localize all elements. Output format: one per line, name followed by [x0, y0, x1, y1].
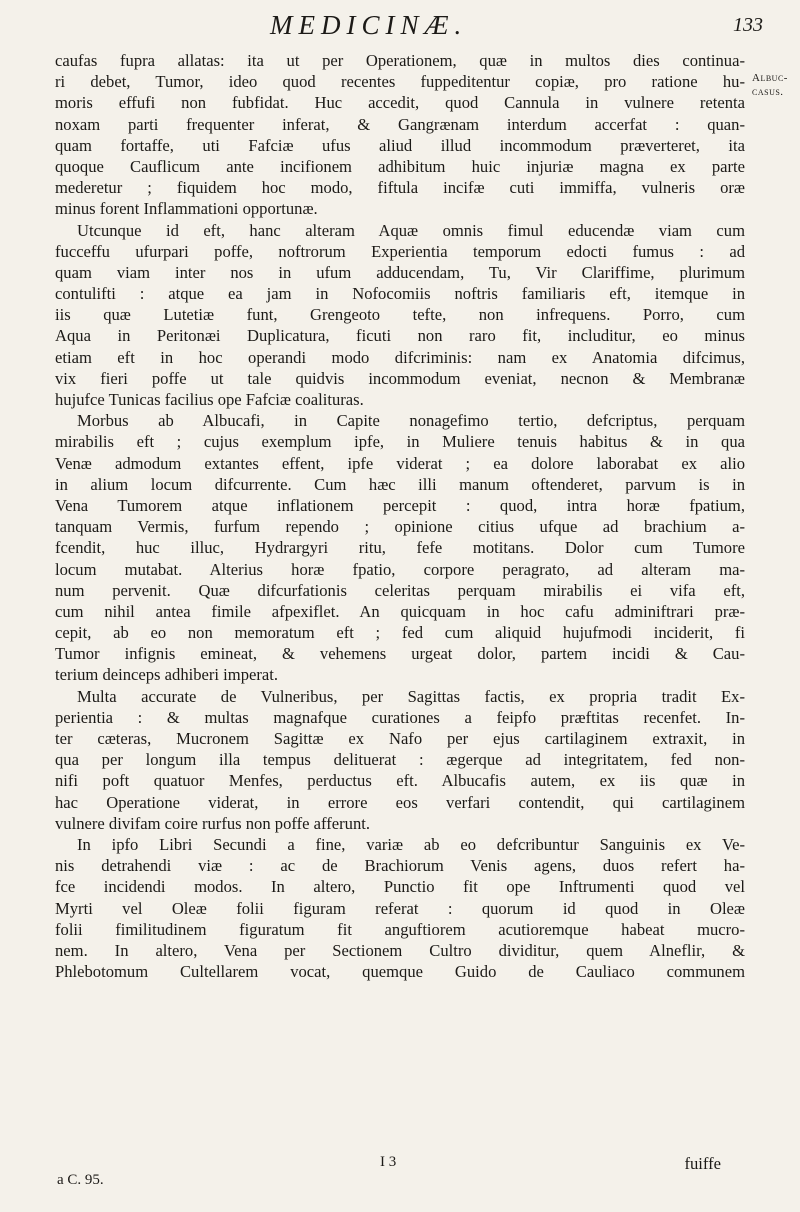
- text-line: folii fimilitudinem figuratum fit anguftiorem acutioremque habeat mucro-: [55, 919, 745, 939]
- text-line: locum mutabat. Alterius horæ fpatio, corpore peragrato, ad alteram ma-: [55, 559, 745, 579]
- text-line: vix fieri poffe ut tale quidvis incommodum eveniat, necnon & Membranæ: [55, 368, 745, 388]
- text-line: cepit, ab eo non memoratum eft ; fed cum aliquid hujufmodi inciderit, fi: [55, 623, 745, 643]
- text-line: noxam parti frequenter inferat, & Gangrænam interdum accerfat : quan-: [55, 114, 745, 134]
- text-line: ter cæteras, Mucronem Sagittæ ex Nafo per ejus cartilaginem extraxit, in: [55, 729, 745, 748]
- text-line: in alium locum difcurrente. Cum hæc illi manum oftenderet, parvum is in: [55, 474, 745, 494]
- text-line: moris effufi non fubfidat. Huc accedit, quod Cannula in vulnere retenta: [55, 93, 745, 113]
- text-line: mirabilis eft ; cujus exemplum ipfe, in Muliere tenuis habitus & in qua: [55, 432, 745, 452]
- text-line: quoque Cauflicum ante incifionem adhibitum huic injuriæ magna ex parte: [55, 156, 745, 176]
- text-line: ri debet, Tumor, ideo quod recentes fuppeditentur copiæ, pro ratione hu-: [55, 72, 745, 92]
- text-line: iis quæ Lutetiæ funt, Grengeoto tefte, non infrequens. Porro, cum: [55, 305, 745, 325]
- text-line: Tumor infignis emineat, & vehemens urgeat dolor, partem incidi & Cau-: [55, 644, 745, 664]
- text-line: fcendit, huc illuc, Hydrargyri ritu, fefe motitans. Dolor cum Tumore: [55, 538, 745, 558]
- text-line: etiam eft in hoc operandi modo difcriminis: nam ex Anatomia difcimus,: [55, 347, 745, 367]
- text-line: terium deinceps adhiberi imperat.: [55, 665, 279, 685]
- text-line: Aqua in Peritonæi Duplicatura, ficuti non raro fit, includitur, eo minus: [55, 326, 745, 346]
- catchword: fuiffe: [684, 1154, 721, 1173]
- text-line: Myrti vel Oleæ folii figuram referat : quorum id quod in Oleæ: [55, 898, 745, 918]
- text-line: fucceffu ufurpari poffe, noftrorum Experientia temporum edocti fumus : ad: [55, 241, 745, 261]
- footnote-reference: a C. 95.: [57, 1172, 104, 1188]
- page-footer: [55, 1152, 745, 1202]
- text-line: tanquam Vermis, furfum rependo ; opinione citius ufque ad brachium a-: [55, 517, 745, 537]
- running-head: MEDICINÆ.: [270, 10, 468, 40]
- paragraph-start-line: In ipfo Libri Secundi a fine, variæ ab eo defcribuntur Sanguinis ex Ve-: [77, 834, 745, 854]
- paragraph-start-line: Utcunque id eft, hanc alteram Aquæ omnis fimul educendæ viam cum: [77, 220, 745, 240]
- text-line: nis detrahendi viæ : ac de Brachiorum Venis agens, duos refert ha-: [55, 856, 745, 876]
- margin-note-author: Albuc-: [752, 72, 788, 84]
- margin-note-casus: casus.: [752, 86, 784, 98]
- text-line: Phlebotomum Cultellarem vocat, quemque Guido de Cauliaco communem: [55, 962, 745, 982]
- text-line: quam viam inter nos in ufum adducendam, Tu, Vir Clariffime, plurimum: [55, 262, 745, 282]
- text-line: nem. In altero, Vena per Sectionem Cultro dividitur, quem Alneflir, &: [55, 940, 745, 960]
- text-line: nifi poft quatuor Menfes, perductus eft. Albucafis autem, ex iis quæ in: [55, 771, 745, 791]
- text-line: Venæ admodum extantes effent, ipfe viderat ; ea dolore laborabat ex alio: [55, 453, 745, 473]
- paragraph-start-line: Multa accurate de Vulneribus, per Sagittas factis, ex propria tradit Ex-: [77, 686, 745, 706]
- page-number: 133: [733, 14, 763, 36]
- text-line: fce incidendi modos. In altero, Punctio fit ope Inftrumenti quod vel: [55, 877, 745, 897]
- text-line: quam fortaffe, uti Fafciæ ufus aliud illud incommodum præverteret, ita: [55, 135, 745, 155]
- text-line: qua per longum illa tempus delituerat : ægerque ad integritatem, fed non-: [55, 750, 745, 770]
- text-line: mederetur ; fiquidem hoc modo, fiftula incifæ cuti immiffa, vulneris oræ: [55, 178, 745, 198]
- body-text: [55, 50, 745, 982]
- text-line: Vena Tumorem atque inflationem percepit : quod, intra horæ fpatium,: [55, 495, 745, 515]
- text-line: minus forent Inflammationi opportunæ.: [55, 199, 318, 219]
- text-line: caufas fupra allatas: ita ut per Operationem, quæ in multos dies continua-: [55, 51, 745, 70]
- text-line: contulifti : atque ea jam in Nofocomiis noftris familiaris eft, itemque in: [55, 284, 745, 304]
- text-line: cum nihil antea fimile afpexiflet. An quicquam in hoc cafu adminiftrari præ-: [55, 601, 745, 621]
- text-line: vulnere divifam coire rurfus non poffe afferunt.: [55, 813, 371, 833]
- text-line: num pervenit. Quæ difcurfationis celeritas perquam mirabilis ei vifa eft,: [55, 580, 745, 600]
- paragraph-start-line: Morbus ab Albucafi, in Capite nonagefimo tertio, defcriptus, perquam: [77, 411, 745, 431]
- text-line: perientia : & multas magnafque curationes a feipfo præftitas recenfet. In-: [55, 707, 745, 727]
- signature-mark: I 3: [380, 1154, 397, 1170]
- text-line: hujufce Tunicas facilius ope Fafciæ coalituras.: [55, 390, 364, 409]
- page-header: [0, 8, 800, 42]
- text-line: hac Operatione viderat, in errore eos verfari contendit, qui cartilaginem: [55, 792, 745, 812]
